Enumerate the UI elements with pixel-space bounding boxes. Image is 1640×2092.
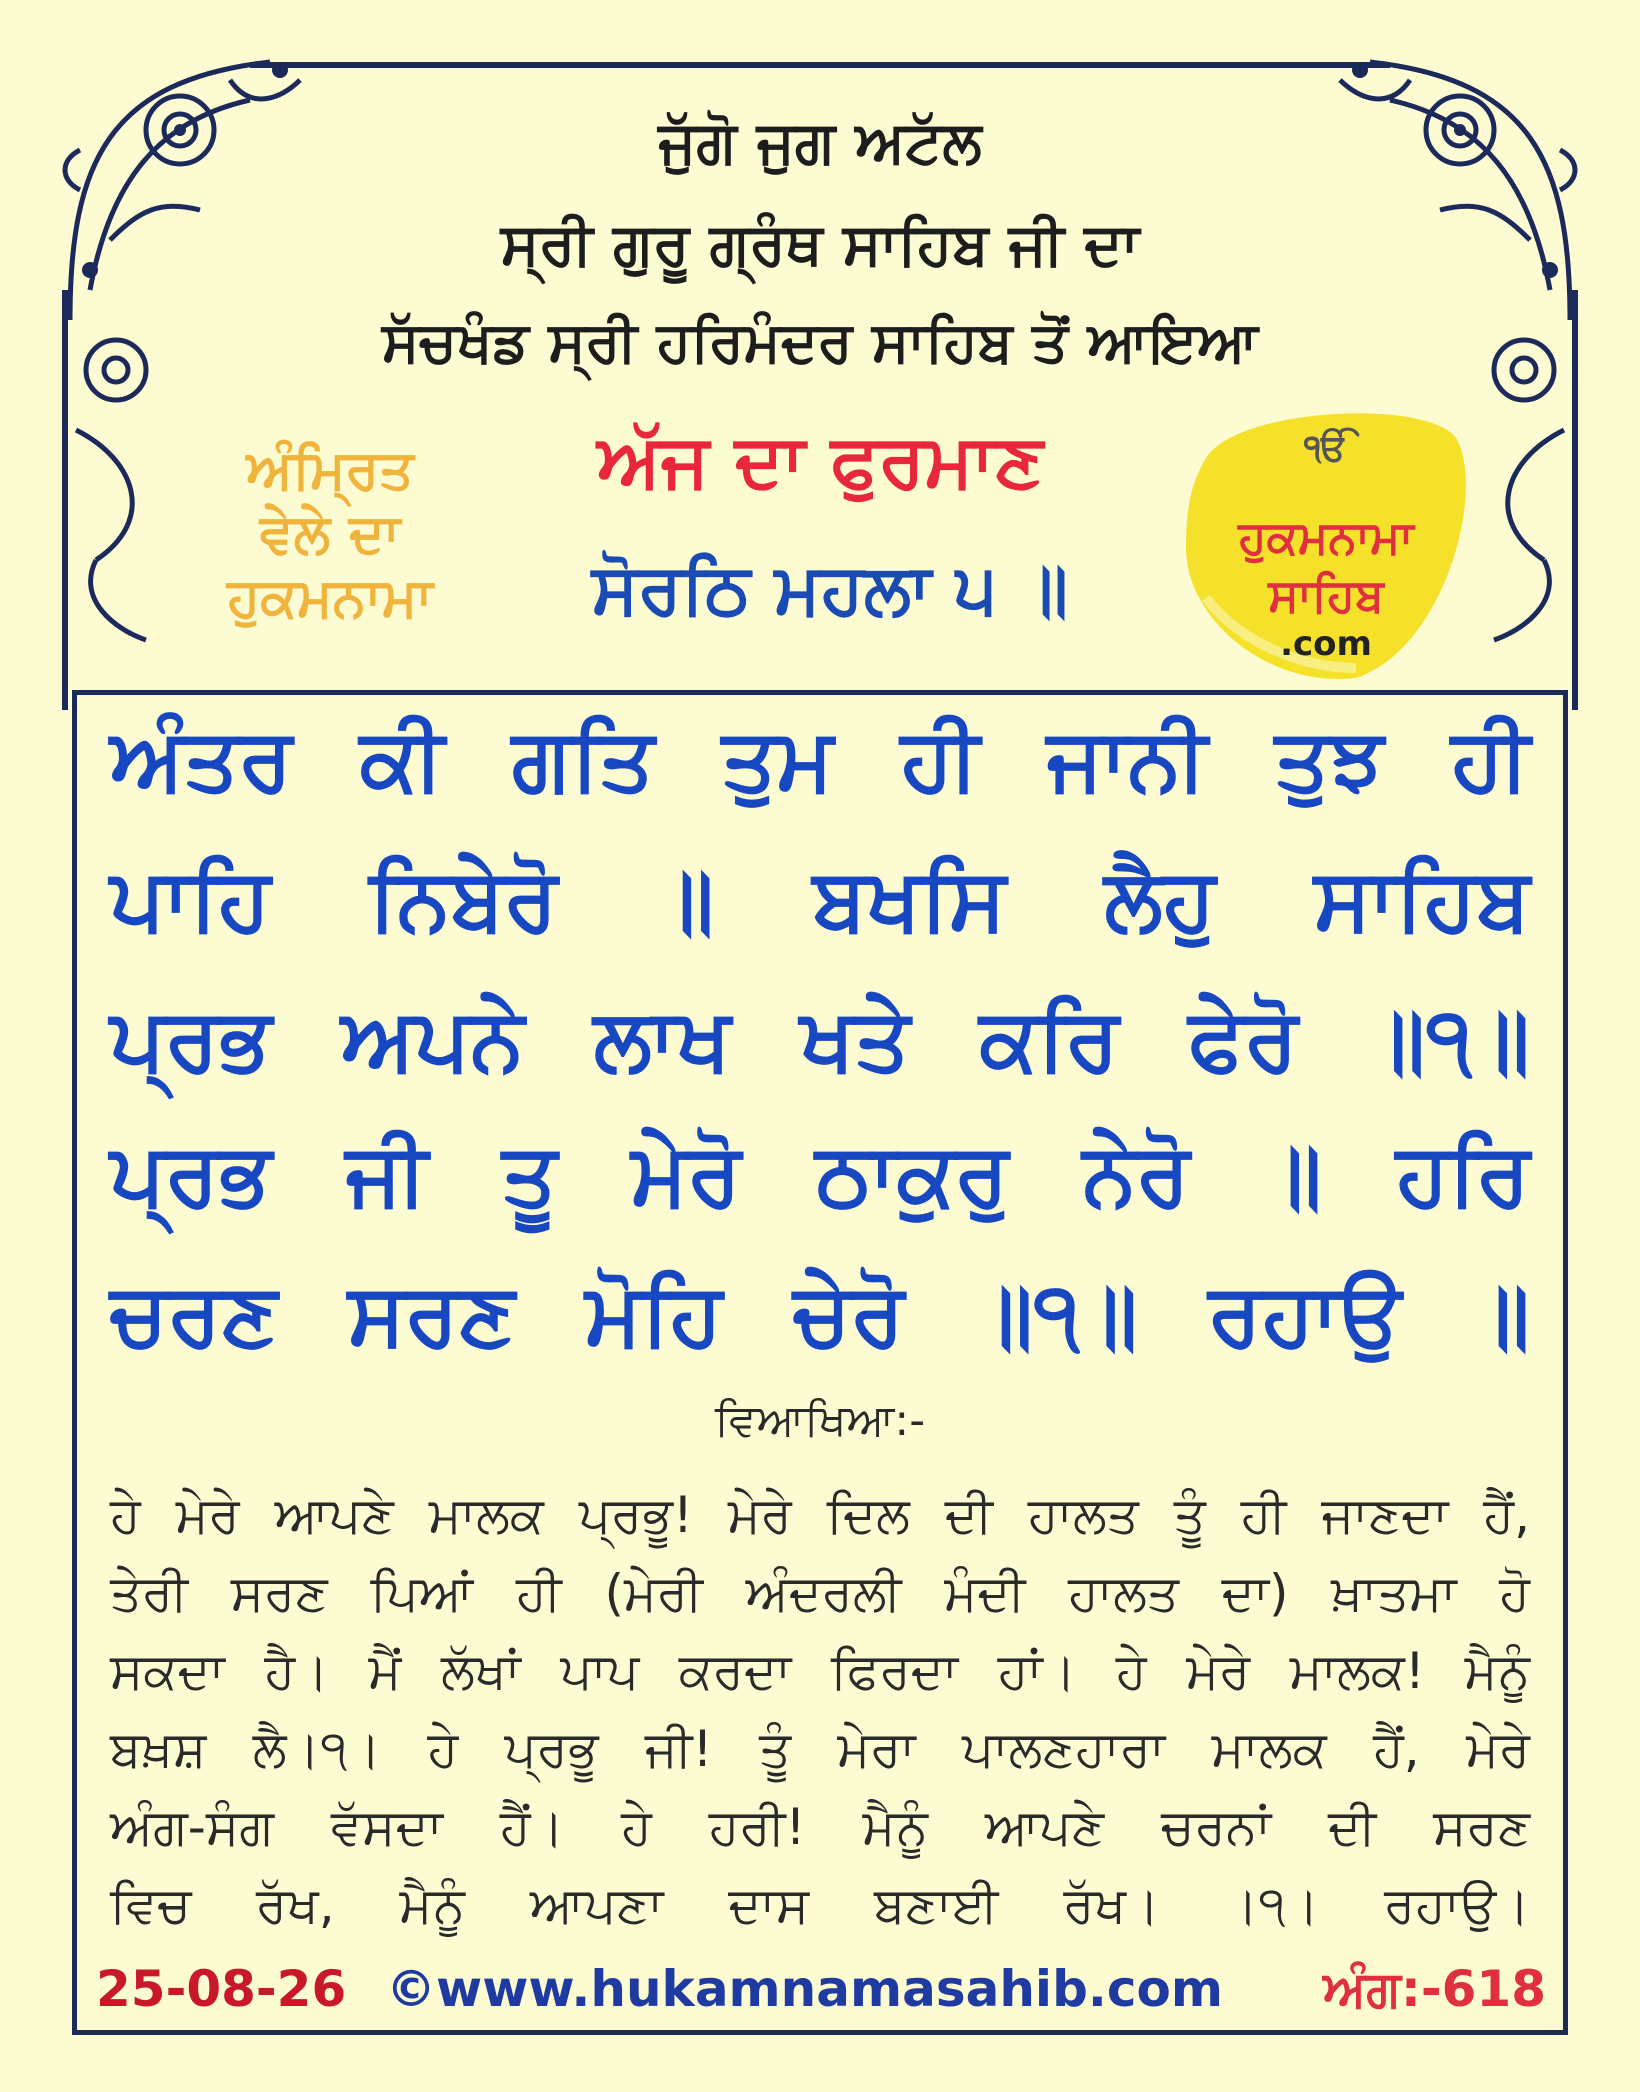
explanation-line: ਵਿਚ ਰੱਖ, ਮੈਨੂੰ ਆਪਣਾ ਦਾਸ ਬਣਾਈ ਰੱਖ। ।੧। ਰਹਾਉ। [110,1876,1530,1934]
verse-line: ਅੰਤਰ ਕੀ ਗਤਿ ਤੁਮ ਹੀ ਜਾਨੀ ਤੁਝ ਹੀ [110,710,1530,810]
explanation-line: ਅੰਗ-ਸੰਗ ਵੱਸਦਾ ਹੈਂ। ਹੇ ਹਰੀ! ਮੈਨੂੰ ਆਪਣੇ ਚਰਨਾਂ ਦੀ ਸਰਣ [110,1798,1530,1856]
logo-line-2: ਸਾਹਿਬ [1268,568,1384,622]
header-line-1: ਜੁੱਗੋ ਜੁਗ ਅਟੱਲ [658,108,982,176]
footer-website-link[interactable]: ©www.hukamnamasahib.com [386,1960,1223,2018]
header-line-2: ਸ੍ਰੀ ਗੁਰੂ ਗ੍ਰੰਥ ਸਾਹਿਬ ਜੀ ਦਾ [500,210,1140,278]
amrit-vele-label [180,438,480,630]
hukamnama-sahib-logo [1176,398,1476,688]
amrit-line-1: ਅੰਮ੍ਰਿਤ [246,438,414,501]
logo-line-3: .com [1280,624,1372,664]
amrit-line-3: ਹੁਕਮਨਾਮਾ [227,566,433,629]
explanation-heading: ਵਿਆਖਿਆ:- [714,1395,926,1446]
footer [96,1960,1546,2030]
verse-line: ਚਰਣ ਸਰਣ ਮੋਹਿ ਚੇਰੋ ॥੧॥ ਰਹਾਉ ॥ [110,1265,1530,1365]
top-right-ornament-icon [1290,40,1590,340]
page-title: ਅੱਜ ਦਾ ਫੁਰਮਾਣ [597,418,1043,504]
explanation-line: ਬਖ਼ਸ਼ ਲੈ।੧। ਹੇ ਪ੍ਰਭੂ ਜੀ! ਤੂੰ ਮੇਰਾ ਪਾਲਣਹਾਰਾ ਮਾਲਕ ਹੈਂ, ਮੇਰੇ [110,1720,1530,1778]
ik-onkar-symbol: ੴ [1304,428,1348,469]
top-rule [250,62,1390,68]
verse-line: ਪ੍ਰਭ ਜੀ ਤੂ ਮੇਰੋ ਠਾਕੁਰੁ ਨੇਰੋ ॥ ਹਰਿ [110,1125,1530,1225]
amrit-line-2: ਵੇਲੇ ਦਾ [259,502,401,565]
header-line-3: ਸੱਚਖੰਡ ਸ੍ਰੀ ਹਰਿਮੰਦਰ ਸਾਹਿਬ ਤੋਂ ਆਇਆ [381,310,1259,375]
explanation-line: ਹੇ ਮੇਰੇ ਆਪਣੇ ਮਾਲਕ ਪ੍ਰਭੂ! ਮੇਰੇ ਦਿਲ ਦੀ ਹਾਲਤ ਤੂੰ ਹੀ ਜਾਣਦਾ ਹੈਂ, [110,1486,1530,1544]
footer-ang-number: ਅੰਗ:-618 [1323,1960,1546,2018]
raag-heading: ਸੋਰਠਿ ਮਹਲਾ ੫ ॥ [591,548,1069,630]
footer-date: 25-08-26 [96,1960,347,2018]
explanation-line: ਤੇਰੀ ਸਰਣ ਪਿਆਂ ਹੀ (ਮੇਰੀ ਅੰਦਰਲੀ ਮੰਦੀ ਹਾਲਤ ਦਾ) ਖ਼ਾਤਮਾ ਹੋ [110,1564,1530,1622]
verse-line: ਪਾਹਿ ਨਿਬੇਰੋ ॥ ਬਖਸਿ ਲੈਹੁ ਸਾਹਿਬ [110,850,1530,950]
top-left-ornament-icon [50,40,350,340]
explanation-line: ਸਕਦਾ ਹੈ। ਮੈਂ ਲੱਖਾਂ ਪਾਪ ਕਰਦਾ ਫਿਰਦਾ ਹਾਂ। ਹੇ ਮੇਰੇ ਮਾਲਕ! ਮੈਨੂੰ [110,1642,1530,1700]
verse-line: ਪ੍ਰਭ ਅਪਨੇ ਲਾਖ ਖਤੇ ਕਰਿ ਫੇਰੋ ॥੧॥ [110,990,1530,1090]
logo-line-1: ਹੁਕਮਨਾਮਾ [1238,510,1414,564]
